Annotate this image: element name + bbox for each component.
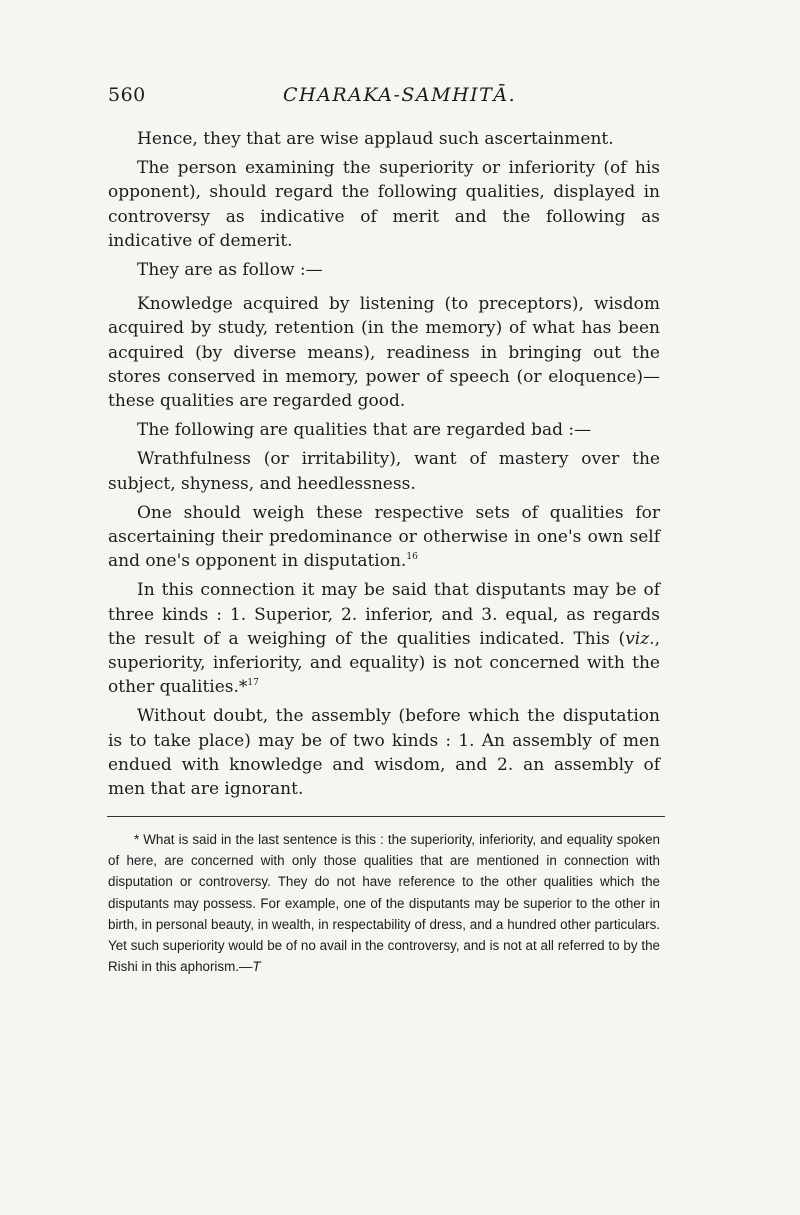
running-title: CHARAKA-SAMHITĀ. [283,84,517,106]
paragraph: Wrathfulness (or irritability), want of mastery over the subject, shyness, and heedlessness. [108,449,660,494]
footnote-marker: * [238,677,248,698]
footnote [108,829,660,977]
paragraph-text: , superiority, inferiority, and equality) is not concerned with the other qualities. [108,628,660,698]
paragraph-text: One should weigh these respective sets of qualities for ascertaining their predominance or otherwise in one's own self and one's opponent in disputation. [108,502,660,572]
paragraph: The following are qualities that are regarded bad :— [137,420,592,441]
paragraph: Without doubt, the assembly (before which the disputation is to take place) may be of two kinds : 1. An assembly of men endued with knowledge and wisdom, and 2. an assembly of men that are ignorant. [108,706,660,800]
footnote-text: * What is said in the last sentence is this : the superiority, inferiority, and equality spoken of here, are concerned with only those qualities that are mentioned in connection with disputation or controversy. They do not have reference to the other qualities which the disputants may possess. For example, one of the disputants may be superior to the other in birth, in personal beauty, in wealth, in respectability of dress, and a hundred other particulars. Yet such superiority would be of no avail in the controversy, and is not at all referred to by the Rishi in this aphorism.— [108,832,660,975]
page-header [108,84,668,114]
body-text [108,127,660,806]
italic-term: viz. [625,628,655,649]
paragraph [108,578,660,699]
page-number: 560 [108,84,146,106]
note-reference: 17 [247,678,259,689]
paragraph: Hence, they that are wise applaud such ascertainment. [137,129,614,149]
paragraph: They are as follow :— [137,260,323,281]
paragraph-text: In this connection it may be said that disputants may be of three kinds : 1. Superior, 2. inferior, and 3. equal, as regards the result of a weighing of the qualities indicated. This ( [108,580,660,649]
footnote-separator [107,816,665,817]
footnote-signature: T [252,959,261,975]
paragraph: Knowledge acquired by listening (to preceptors), wisdom acquired by study, retention (in the memory) of what has been acquired (by diverse means), readiness in bringing out the stores conserved in memory, power of speech (or eloquence)—these qualities are regarded good. [108,294,660,412]
paragraph: The person examining the superiority or inferiority (of his opponent), should regard the following qualities, displayed in controversy as indicative of merit and the following as indicative of demerit. [108,158,660,251]
paragraph [108,501,660,574]
note-reference: 16 [406,552,418,563]
